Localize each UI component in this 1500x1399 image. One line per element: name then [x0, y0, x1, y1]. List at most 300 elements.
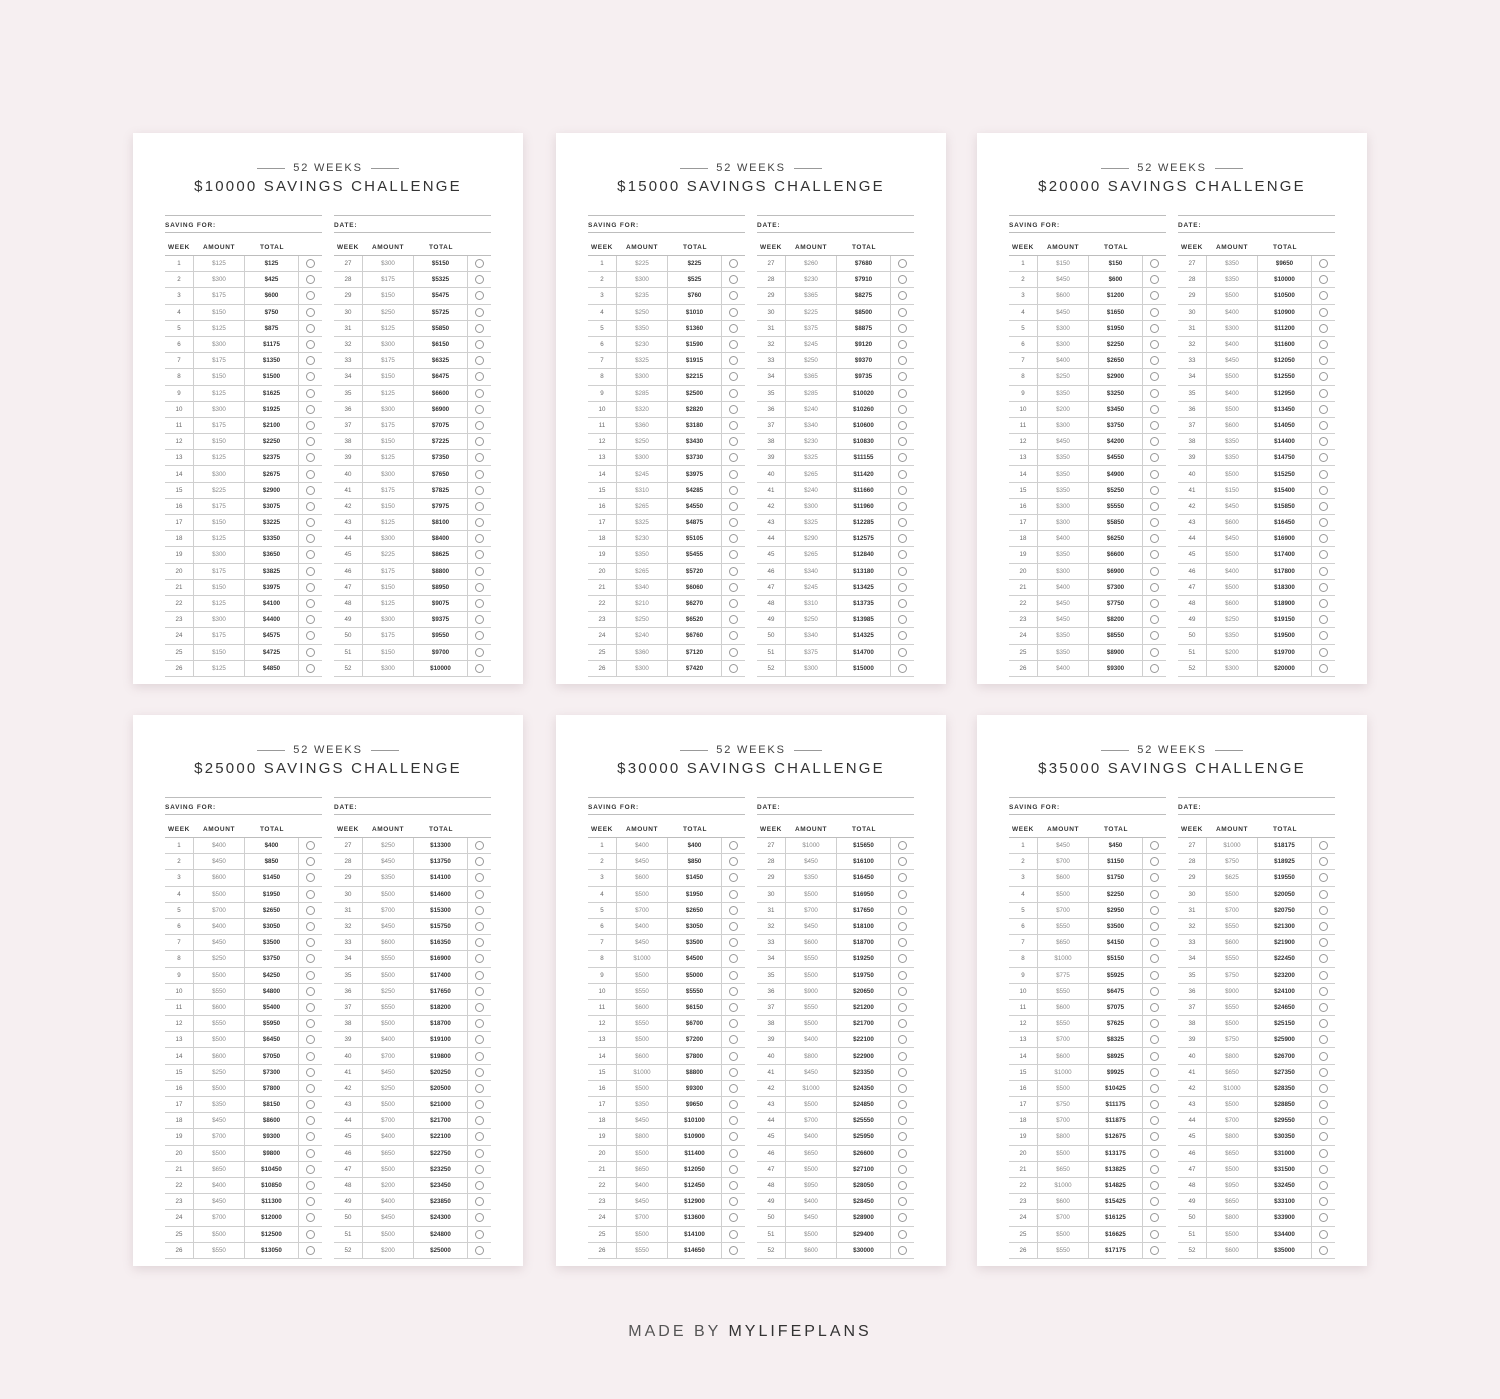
checkbox-circle-icon[interactable] — [729, 389, 738, 398]
checkbox-circle-icon[interactable] — [1150, 470, 1159, 479]
checkbox-circle-icon[interactable] — [1319, 1035, 1328, 1044]
checkbox-circle-icon[interactable] — [729, 631, 738, 640]
checkbox-circle-icon[interactable] — [1150, 1181, 1159, 1190]
checkbox-circle-icon[interactable] — [306, 453, 315, 462]
checkbox-circle-icon[interactable] — [898, 486, 907, 495]
checkbox-circle-icon[interactable] — [729, 873, 738, 882]
checkbox-circle-icon[interactable] — [306, 857, 315, 866]
checkbox-circle-icon[interactable] — [306, 615, 315, 624]
checkbox-circle-icon[interactable] — [898, 1213, 907, 1222]
checkbox-circle-icon[interactable] — [475, 1003, 484, 1012]
checkbox-circle-icon[interactable] — [1319, 324, 1328, 333]
checkbox-circle-icon[interactable] — [1319, 259, 1328, 268]
checkbox-circle-icon[interactable] — [729, 1132, 738, 1141]
checkbox-circle-icon[interactable] — [729, 259, 738, 268]
checkbox-circle-icon[interactable] — [306, 356, 315, 365]
checkbox-circle-icon[interactable] — [1319, 631, 1328, 640]
checkbox-circle-icon[interactable] — [475, 615, 484, 624]
checkbox-circle-icon[interactable] — [729, 1197, 738, 1206]
checkbox-circle-icon[interactable] — [729, 987, 738, 996]
checkbox-circle-icon[interactable] — [306, 470, 315, 479]
checkbox-circle-icon[interactable] — [1319, 1019, 1328, 1028]
checkbox-circle-icon[interactable] — [1150, 1116, 1159, 1125]
checkbox-circle-icon[interactable] — [475, 1019, 484, 1028]
checkbox-circle-icon[interactable] — [475, 583, 484, 592]
checkbox-circle-icon[interactable] — [1150, 567, 1159, 576]
checkbox-circle-icon[interactable] — [898, 437, 907, 446]
checkbox-circle-icon[interactable] — [1319, 922, 1328, 931]
checkbox-circle-icon[interactable] — [1319, 1246, 1328, 1255]
checkbox-circle-icon[interactable] — [898, 453, 907, 462]
checkbox-circle-icon[interactable] — [1319, 1197, 1328, 1206]
checkbox-circle-icon[interactable] — [898, 841, 907, 850]
checkbox-circle-icon[interactable] — [475, 857, 484, 866]
checkbox-circle-icon[interactable] — [1150, 1149, 1159, 1158]
checkbox-circle-icon[interactable] — [1150, 405, 1159, 414]
saving-for-field[interactable] — [165, 797, 322, 815]
checkbox-circle-icon[interactable] — [475, 906, 484, 915]
checkbox-circle-icon[interactable] — [1319, 1003, 1328, 1012]
checkbox-circle-icon[interactable] — [898, 1181, 907, 1190]
checkbox-circle-icon[interactable] — [729, 1068, 738, 1077]
checkbox-circle-icon[interactable] — [729, 324, 738, 333]
checkbox-circle-icon[interactable] — [1150, 1003, 1159, 1012]
checkbox-circle-icon[interactable] — [475, 308, 484, 317]
checkbox-circle-icon[interactable] — [729, 922, 738, 931]
checkbox-circle-icon[interactable] — [306, 1100, 315, 1109]
checkbox-circle-icon[interactable] — [475, 421, 484, 430]
checkbox-circle-icon[interactable] — [898, 1149, 907, 1158]
checkbox-circle-icon[interactable] — [898, 372, 907, 381]
checkbox-circle-icon[interactable] — [306, 971, 315, 980]
checkbox-circle-icon[interactable] — [1150, 615, 1159, 624]
checkbox-circle-icon[interactable] — [475, 567, 484, 576]
checkbox-circle-icon[interactable] — [729, 1165, 738, 1174]
checkbox-circle-icon[interactable] — [475, 987, 484, 996]
date-field[interactable] — [1178, 215, 1335, 233]
checkbox-circle-icon[interactable] — [1319, 1084, 1328, 1093]
checkbox-circle-icon[interactable] — [1319, 1230, 1328, 1239]
checkbox-circle-icon[interactable] — [475, 1116, 484, 1125]
saving-for-field[interactable] — [588, 215, 745, 233]
checkbox-circle-icon[interactable] — [475, 340, 484, 349]
checkbox-circle-icon[interactable] — [306, 534, 315, 543]
checkbox-circle-icon[interactable] — [1319, 1149, 1328, 1158]
checkbox-circle-icon[interactable] — [475, 1230, 484, 1239]
checkbox-circle-icon[interactable] — [898, 291, 907, 300]
checkbox-circle-icon[interactable] — [306, 1116, 315, 1125]
checkbox-circle-icon[interactable] — [475, 470, 484, 479]
checkbox-circle-icon[interactable] — [1150, 518, 1159, 527]
checkbox-circle-icon[interactable] — [306, 550, 315, 559]
checkbox-circle-icon[interactable] — [475, 356, 484, 365]
checkbox-circle-icon[interactable] — [475, 405, 484, 414]
checkbox-circle-icon[interactable] — [1150, 954, 1159, 963]
checkbox-circle-icon[interactable] — [1150, 1068, 1159, 1077]
checkbox-circle-icon[interactable] — [306, 389, 315, 398]
checkbox-circle-icon[interactable] — [475, 938, 484, 947]
checkbox-circle-icon[interactable] — [306, 631, 315, 640]
checkbox-circle-icon[interactable] — [1319, 1213, 1328, 1222]
checkbox-circle-icon[interactable] — [729, 1230, 738, 1239]
checkbox-circle-icon[interactable] — [898, 857, 907, 866]
checkbox-circle-icon[interactable] — [1150, 486, 1159, 495]
checkbox-circle-icon[interactable] — [729, 906, 738, 915]
checkbox-circle-icon[interactable] — [898, 1246, 907, 1255]
checkbox-circle-icon[interactable] — [475, 841, 484, 850]
checkbox-circle-icon[interactable] — [898, 1165, 907, 1174]
checkbox-circle-icon[interactable] — [475, 259, 484, 268]
checkbox-circle-icon[interactable] — [475, 922, 484, 931]
checkbox-circle-icon[interactable] — [306, 1068, 315, 1077]
checkbox-circle-icon[interactable] — [1150, 1019, 1159, 1028]
checkbox-circle-icon[interactable] — [1150, 340, 1159, 349]
checkbox-circle-icon[interactable] — [306, 1181, 315, 1190]
checkbox-circle-icon[interactable] — [475, 437, 484, 446]
checkbox-circle-icon[interactable] — [1150, 890, 1159, 899]
saving-for-field[interactable] — [1009, 797, 1166, 815]
checkbox-circle-icon[interactable] — [729, 1084, 738, 1093]
checkbox-circle-icon[interactable] — [1319, 987, 1328, 996]
checkbox-circle-icon[interactable] — [898, 954, 907, 963]
checkbox-circle-icon[interactable] — [306, 372, 315, 381]
checkbox-circle-icon[interactable] — [729, 1116, 738, 1125]
checkbox-circle-icon[interactable] — [1150, 987, 1159, 996]
checkbox-circle-icon[interactable] — [306, 340, 315, 349]
checkbox-circle-icon[interactable] — [475, 599, 484, 608]
checkbox-circle-icon[interactable] — [898, 470, 907, 479]
checkbox-circle-icon[interactable] — [898, 421, 907, 430]
checkbox-circle-icon[interactable] — [1150, 534, 1159, 543]
checkbox-circle-icon[interactable] — [475, 1068, 484, 1077]
checkbox-circle-icon[interactable] — [898, 405, 907, 414]
checkbox-circle-icon[interactable] — [1150, 971, 1159, 980]
checkbox-circle-icon[interactable] — [1319, 356, 1328, 365]
checkbox-circle-icon[interactable] — [306, 583, 315, 592]
checkbox-circle-icon[interactable] — [898, 1052, 907, 1061]
checkbox-circle-icon[interactable] — [898, 567, 907, 576]
checkbox-circle-icon[interactable] — [729, 275, 738, 284]
checkbox-circle-icon[interactable] — [1150, 1052, 1159, 1061]
checkbox-circle-icon[interactable] — [475, 486, 484, 495]
checkbox-circle-icon[interactable] — [1319, 664, 1328, 673]
date-field[interactable] — [1178, 797, 1335, 815]
checkbox-circle-icon[interactable] — [729, 1246, 738, 1255]
checkbox-circle-icon[interactable] — [306, 922, 315, 931]
checkbox-circle-icon[interactable] — [898, 631, 907, 640]
checkbox-circle-icon[interactable] — [1319, 486, 1328, 495]
checkbox-circle-icon[interactable] — [1319, 470, 1328, 479]
saving-for-field[interactable] — [165, 215, 322, 233]
checkbox-circle-icon[interactable] — [306, 1084, 315, 1093]
checkbox-circle-icon[interactable] — [306, 873, 315, 882]
checkbox-circle-icon[interactable] — [729, 1052, 738, 1061]
checkbox-circle-icon[interactable] — [898, 1019, 907, 1028]
checkbox-circle-icon[interactable] — [475, 502, 484, 511]
checkbox-circle-icon[interactable] — [729, 971, 738, 980]
checkbox-circle-icon[interactable] — [729, 1003, 738, 1012]
checkbox-circle-icon[interactable] — [1150, 502, 1159, 511]
checkbox-circle-icon[interactable] — [898, 664, 907, 673]
checkbox-circle-icon[interactable] — [306, 275, 315, 284]
checkbox-circle-icon[interactable] — [898, 987, 907, 996]
checkbox-circle-icon[interactable] — [729, 502, 738, 511]
date-field[interactable] — [757, 215, 914, 233]
checkbox-circle-icon[interactable] — [1150, 550, 1159, 559]
checkbox-circle-icon[interactable] — [898, 1084, 907, 1093]
checkbox-circle-icon[interactable] — [729, 470, 738, 479]
checkbox-circle-icon[interactable] — [475, 631, 484, 640]
checkbox-circle-icon[interactable] — [306, 1149, 315, 1158]
checkbox-circle-icon[interactable] — [1319, 615, 1328, 624]
checkbox-circle-icon[interactable] — [306, 486, 315, 495]
checkbox-circle-icon[interactable] — [729, 938, 738, 947]
checkbox-circle-icon[interactable] — [1319, 938, 1328, 947]
checkbox-circle-icon[interactable] — [306, 664, 315, 673]
checkbox-circle-icon[interactable] — [475, 1035, 484, 1044]
saving-for-field[interactable] — [1009, 215, 1166, 233]
checkbox-circle-icon[interactable] — [898, 534, 907, 543]
checkbox-circle-icon[interactable] — [306, 291, 315, 300]
checkbox-circle-icon[interactable] — [475, 453, 484, 462]
checkbox-circle-icon[interactable] — [1150, 308, 1159, 317]
checkbox-circle-icon[interactable] — [1150, 291, 1159, 300]
checkbox-circle-icon[interactable] — [898, 1230, 907, 1239]
saving-for-field[interactable] — [588, 797, 745, 815]
checkbox-circle-icon[interactable] — [1319, 534, 1328, 543]
checkbox-circle-icon[interactable] — [729, 890, 738, 899]
checkbox-circle-icon[interactable] — [1150, 1165, 1159, 1174]
checkbox-circle-icon[interactable] — [898, 971, 907, 980]
checkbox-circle-icon[interactable] — [1319, 857, 1328, 866]
checkbox-circle-icon[interactable] — [306, 1230, 315, 1239]
checkbox-circle-icon[interactable] — [729, 583, 738, 592]
checkbox-circle-icon[interactable] — [1150, 938, 1159, 947]
date-field[interactable] — [757, 797, 914, 815]
checkbox-circle-icon[interactable] — [306, 1019, 315, 1028]
checkbox-circle-icon[interactable] — [306, 906, 315, 915]
checkbox-circle-icon[interactable] — [1319, 599, 1328, 608]
checkbox-circle-icon[interactable] — [306, 1132, 315, 1141]
checkbox-circle-icon[interactable] — [1319, 550, 1328, 559]
checkbox-circle-icon[interactable] — [1150, 1197, 1159, 1206]
checkbox-circle-icon[interactable] — [1319, 389, 1328, 398]
checkbox-circle-icon[interactable] — [729, 340, 738, 349]
checkbox-circle-icon[interactable] — [475, 1165, 484, 1174]
checkbox-circle-icon[interactable] — [898, 615, 907, 624]
checkbox-circle-icon[interactable] — [475, 324, 484, 333]
checkbox-circle-icon[interactable] — [729, 1019, 738, 1028]
checkbox-circle-icon[interactable] — [1150, 1230, 1159, 1239]
checkbox-circle-icon[interactable] — [475, 1197, 484, 1206]
checkbox-circle-icon[interactable] — [1150, 1132, 1159, 1141]
checkbox-circle-icon[interactable] — [475, 954, 484, 963]
checkbox-circle-icon[interactable] — [1150, 922, 1159, 931]
checkbox-circle-icon[interactable] — [1319, 1100, 1328, 1109]
checkbox-circle-icon[interactable] — [729, 550, 738, 559]
date-field[interactable] — [334, 215, 491, 233]
checkbox-circle-icon[interactable] — [475, 1084, 484, 1093]
checkbox-circle-icon[interactable] — [729, 599, 738, 608]
checkbox-circle-icon[interactable] — [475, 1132, 484, 1141]
checkbox-circle-icon[interactable] — [1150, 583, 1159, 592]
checkbox-circle-icon[interactable] — [898, 583, 907, 592]
checkbox-circle-icon[interactable] — [306, 1213, 315, 1222]
checkbox-circle-icon[interactable] — [898, 873, 907, 882]
checkbox-circle-icon[interactable] — [1150, 1084, 1159, 1093]
checkbox-circle-icon[interactable] — [306, 841, 315, 850]
checkbox-circle-icon[interactable] — [1319, 567, 1328, 576]
checkbox-circle-icon[interactable] — [1319, 1132, 1328, 1141]
checkbox-circle-icon[interactable] — [729, 534, 738, 543]
checkbox-circle-icon[interactable] — [898, 1116, 907, 1125]
checkbox-circle-icon[interactable] — [1150, 259, 1159, 268]
checkbox-circle-icon[interactable] — [475, 1052, 484, 1061]
checkbox-circle-icon[interactable] — [1319, 1181, 1328, 1190]
checkbox-circle-icon[interactable] — [898, 1197, 907, 1206]
checkbox-circle-icon[interactable] — [1319, 502, 1328, 511]
checkbox-circle-icon[interactable] — [306, 405, 315, 414]
checkbox-circle-icon[interactable] — [306, 954, 315, 963]
checkbox-circle-icon[interactable] — [1150, 372, 1159, 381]
checkbox-circle-icon[interactable] — [475, 1149, 484, 1158]
checkbox-circle-icon[interactable] — [1150, 324, 1159, 333]
checkbox-circle-icon[interactable] — [898, 890, 907, 899]
checkbox-circle-icon[interactable] — [1319, 873, 1328, 882]
checkbox-circle-icon[interactable] — [475, 664, 484, 673]
checkbox-circle-icon[interactable] — [898, 275, 907, 284]
checkbox-circle-icon[interactable] — [898, 1068, 907, 1077]
checkbox-circle-icon[interactable] — [306, 567, 315, 576]
checkbox-circle-icon[interactable] — [729, 1213, 738, 1222]
checkbox-circle-icon[interactable] — [475, 648, 484, 657]
checkbox-circle-icon[interactable] — [475, 534, 484, 543]
checkbox-circle-icon[interactable] — [898, 1100, 907, 1109]
checkbox-circle-icon[interactable] — [306, 437, 315, 446]
checkbox-circle-icon[interactable] — [729, 486, 738, 495]
checkbox-circle-icon[interactable] — [1150, 857, 1159, 866]
checkbox-circle-icon[interactable] — [729, 308, 738, 317]
checkbox-circle-icon[interactable] — [475, 550, 484, 559]
checkbox-circle-icon[interactable] — [1319, 906, 1328, 915]
checkbox-circle-icon[interactable] — [1319, 1165, 1328, 1174]
checkbox-circle-icon[interactable] — [898, 356, 907, 365]
checkbox-circle-icon[interactable] — [1319, 841, 1328, 850]
checkbox-circle-icon[interactable] — [729, 567, 738, 576]
checkbox-circle-icon[interactable] — [898, 1003, 907, 1012]
checkbox-circle-icon[interactable] — [306, 518, 315, 527]
checkbox-circle-icon[interactable] — [306, 421, 315, 430]
checkbox-circle-icon[interactable] — [306, 1165, 315, 1174]
date-field[interactable] — [334, 797, 491, 815]
checkbox-circle-icon[interactable] — [1150, 664, 1159, 673]
checkbox-circle-icon[interactable] — [1319, 437, 1328, 446]
checkbox-circle-icon[interactable] — [729, 372, 738, 381]
checkbox-circle-icon[interactable] — [306, 1246, 315, 1255]
checkbox-circle-icon[interactable] — [729, 615, 738, 624]
checkbox-circle-icon[interactable] — [898, 599, 907, 608]
checkbox-circle-icon[interactable] — [1150, 841, 1159, 850]
checkbox-circle-icon[interactable] — [1319, 890, 1328, 899]
checkbox-circle-icon[interactable] — [898, 922, 907, 931]
checkbox-circle-icon[interactable] — [475, 372, 484, 381]
checkbox-circle-icon[interactable] — [898, 1132, 907, 1141]
checkbox-circle-icon[interactable] — [1150, 648, 1159, 657]
checkbox-circle-icon[interactable] — [729, 1181, 738, 1190]
checkbox-circle-icon[interactable] — [729, 518, 738, 527]
checkbox-circle-icon[interactable] — [306, 1035, 315, 1044]
checkbox-circle-icon[interactable] — [1150, 1246, 1159, 1255]
checkbox-circle-icon[interactable] — [1319, 405, 1328, 414]
checkbox-circle-icon[interactable] — [1319, 1052, 1328, 1061]
checkbox-circle-icon[interactable] — [898, 340, 907, 349]
checkbox-circle-icon[interactable] — [729, 405, 738, 414]
checkbox-circle-icon[interactable] — [1150, 1035, 1159, 1044]
checkbox-circle-icon[interactable] — [475, 389, 484, 398]
checkbox-circle-icon[interactable] — [729, 437, 738, 446]
checkbox-circle-icon[interactable] — [898, 518, 907, 527]
checkbox-circle-icon[interactable] — [729, 421, 738, 430]
checkbox-circle-icon[interactable] — [729, 954, 738, 963]
checkbox-circle-icon[interactable] — [475, 518, 484, 527]
checkbox-circle-icon[interactable] — [898, 502, 907, 511]
checkbox-circle-icon[interactable] — [1150, 437, 1159, 446]
checkbox-circle-icon[interactable] — [898, 389, 907, 398]
checkbox-circle-icon[interactable] — [729, 1100, 738, 1109]
checkbox-circle-icon[interactable] — [729, 664, 738, 673]
checkbox-circle-icon[interactable] — [475, 890, 484, 899]
checkbox-circle-icon[interactable] — [898, 308, 907, 317]
checkbox-circle-icon[interactable] — [1319, 954, 1328, 963]
checkbox-circle-icon[interactable] — [306, 1197, 315, 1206]
checkbox-circle-icon[interactable] — [1319, 421, 1328, 430]
checkbox-circle-icon[interactable] — [1150, 599, 1159, 608]
checkbox-circle-icon[interactable] — [898, 906, 907, 915]
checkbox-circle-icon[interactable] — [729, 453, 738, 462]
checkbox-circle-icon[interactable] — [475, 1181, 484, 1190]
checkbox-circle-icon[interactable] — [306, 648, 315, 657]
checkbox-circle-icon[interactable] — [729, 291, 738, 300]
checkbox-circle-icon[interactable] — [1150, 453, 1159, 462]
checkbox-circle-icon[interactable] — [1319, 971, 1328, 980]
checkbox-circle-icon[interactable] — [1319, 518, 1328, 527]
checkbox-circle-icon[interactable] — [1150, 389, 1159, 398]
checkbox-circle-icon[interactable] — [475, 873, 484, 882]
checkbox-circle-icon[interactable] — [1319, 1116, 1328, 1125]
checkbox-circle-icon[interactable] — [1319, 1068, 1328, 1077]
checkbox-circle-icon[interactable] — [898, 259, 907, 268]
checkbox-circle-icon[interactable] — [898, 648, 907, 657]
checkbox-circle-icon[interactable] — [1319, 648, 1328, 657]
checkbox-circle-icon[interactable] — [306, 599, 315, 608]
checkbox-circle-icon[interactable] — [1150, 1213, 1159, 1222]
checkbox-circle-icon[interactable] — [475, 1246, 484, 1255]
checkbox-circle-icon[interactable] — [306, 1003, 315, 1012]
checkbox-circle-icon[interactable] — [898, 324, 907, 333]
checkbox-circle-icon[interactable] — [475, 971, 484, 980]
checkbox-circle-icon[interactable] — [475, 275, 484, 284]
checkbox-circle-icon[interactable] — [1319, 275, 1328, 284]
checkbox-circle-icon[interactable] — [306, 259, 315, 268]
checkbox-circle-icon[interactable] — [1150, 631, 1159, 640]
checkbox-circle-icon[interactable] — [1150, 1100, 1159, 1109]
checkbox-circle-icon[interactable] — [1150, 873, 1159, 882]
checkbox-circle-icon[interactable] — [306, 308, 315, 317]
checkbox-circle-icon[interactable] — [898, 550, 907, 559]
checkbox-circle-icon[interactable] — [475, 1213, 484, 1222]
checkbox-circle-icon[interactable] — [306, 890, 315, 899]
checkbox-circle-icon[interactable] — [306, 938, 315, 947]
